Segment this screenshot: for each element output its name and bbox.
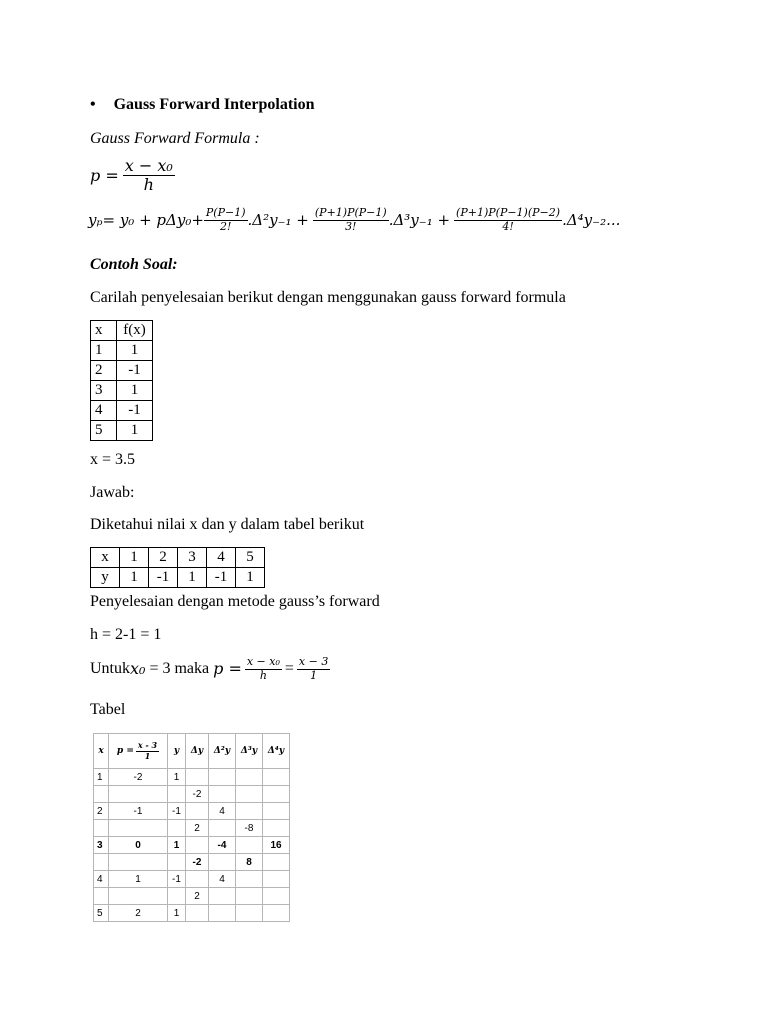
untuk-eq3: = 3 maka bbox=[145, 660, 214, 678]
difference-table bbox=[93, 733, 290, 922]
table-row bbox=[91, 361, 153, 381]
table-cell: -1 bbox=[117, 361, 153, 381]
t2-num: P(P−1) bbox=[205, 206, 246, 219]
untuk-p: p = bbox=[213, 659, 242, 679]
table-cell: 0 bbox=[109, 837, 168, 854]
table-cell bbox=[186, 769, 209, 786]
table-cell bbox=[186, 837, 209, 854]
p-fraction bbox=[123, 157, 175, 195]
table-cell: 4 bbox=[91, 401, 117, 421]
term4-frac bbox=[454, 207, 562, 233]
table-cell bbox=[209, 786, 236, 803]
table-row bbox=[91, 568, 265, 588]
table-cell bbox=[94, 888, 109, 905]
dt-p-frac bbox=[136, 741, 159, 760]
table-cell: 1 bbox=[117, 381, 153, 401]
untuk-frac1 bbox=[245, 656, 282, 682]
answer-label: Jawab: bbox=[90, 484, 135, 501]
p-lhs: p = bbox=[90, 165, 119, 185]
table-cell bbox=[236, 888, 263, 905]
table-row bbox=[91, 548, 265, 568]
table-row bbox=[94, 803, 290, 820]
p-den: h bbox=[143, 175, 154, 195]
table-cell: -2 bbox=[186, 786, 209, 803]
table-cell bbox=[263, 871, 290, 888]
section-heading bbox=[90, 95, 315, 115]
table-cell: 1 bbox=[168, 905, 186, 922]
table-cell bbox=[209, 888, 236, 905]
table-row bbox=[94, 854, 290, 871]
table-cell bbox=[236, 803, 263, 820]
dt-p-num: x - 3 bbox=[137, 740, 158, 751]
table-cell: 2 bbox=[186, 820, 209, 837]
bullet: • bbox=[90, 96, 96, 113]
table-cell: 1 bbox=[94, 769, 109, 786]
table-cell: 2 bbox=[109, 905, 168, 922]
table-cell: -2 bbox=[109, 769, 168, 786]
h-text: h = 2-1 = 1 bbox=[90, 626, 162, 643]
table-cell: 5 bbox=[94, 905, 109, 922]
table-cell: 2 bbox=[91, 361, 117, 381]
table-cell bbox=[109, 888, 168, 905]
table-cell: 3 bbox=[94, 837, 109, 854]
table-cell: 3 bbox=[178, 548, 207, 568]
table-cell bbox=[263, 905, 290, 922]
untuk-f2-num: x − 3 bbox=[298, 655, 329, 668]
dt-p-lhs: p = bbox=[116, 746, 134, 756]
table-cell: 5 bbox=[236, 548, 265, 568]
known-text: Diketahui nilai x dan y dalam tabel berikut bbox=[90, 516, 365, 533]
table-cell bbox=[263, 803, 290, 820]
untuk-f1-den: h bbox=[259, 668, 267, 682]
table-cell bbox=[168, 888, 186, 905]
dt-header-d3: Δ³y bbox=[236, 734, 263, 769]
t4-tail: .Δ⁴y₋₂... bbox=[562, 211, 621, 230]
t3-den: 3! bbox=[345, 219, 357, 233]
dt-header-d1: Δy bbox=[186, 734, 209, 769]
table-cell: -8 bbox=[236, 820, 263, 837]
x-value: x = 3.5 bbox=[90, 451, 136, 468]
dt-header-d2: Δ²y bbox=[209, 734, 236, 769]
table-cell: -1 bbox=[109, 803, 168, 820]
untuk-f1-num: x − x₀ bbox=[246, 655, 280, 668]
table-row bbox=[94, 786, 290, 803]
table-cell bbox=[209, 854, 236, 871]
table-cell: 4 bbox=[94, 871, 109, 888]
untuk-line bbox=[90, 656, 330, 682]
table-row bbox=[94, 820, 290, 837]
table-cell: 1 bbox=[236, 568, 265, 588]
table-cell: -1 bbox=[117, 401, 153, 421]
table-row bbox=[91, 341, 153, 361]
dt-header-p bbox=[109, 734, 168, 769]
heading-title: Gauss Forward Interpolation bbox=[113, 96, 315, 113]
method-text: Penyelesaian dengan metode gauss’s forward bbox=[90, 593, 380, 610]
formula-p bbox=[90, 157, 175, 195]
table-cell bbox=[94, 820, 109, 837]
table-cell bbox=[168, 786, 186, 803]
formula-y bbox=[88, 207, 620, 233]
table-header-cell: x bbox=[91, 321, 117, 341]
dt-header-y: y bbox=[168, 734, 186, 769]
table-cell: 16 bbox=[263, 837, 290, 854]
untuk-prefix: Untuk bbox=[90, 660, 130, 678]
table-cell: 2 bbox=[149, 548, 178, 568]
table-cell bbox=[186, 871, 209, 888]
table-cell: 4 bbox=[207, 548, 236, 568]
untuk-frac2 bbox=[297, 656, 330, 682]
table-cell: -1 bbox=[149, 568, 178, 588]
p-num: x − x₀ bbox=[124, 156, 173, 175]
table-cell: -2 bbox=[186, 854, 209, 871]
table-cell bbox=[94, 854, 109, 871]
table-cell bbox=[236, 786, 263, 803]
table-row bbox=[91, 421, 153, 441]
table-cell bbox=[209, 905, 236, 922]
table-cell bbox=[263, 786, 290, 803]
table-header-row bbox=[91, 321, 153, 341]
tabel-label: Tabel bbox=[90, 701, 126, 718]
table-cell: y bbox=[91, 568, 120, 588]
table-cell bbox=[168, 854, 186, 871]
table-cell: 1 bbox=[168, 837, 186, 854]
dt-p-den: 1 bbox=[144, 750, 151, 761]
table-cell: 1 bbox=[178, 568, 207, 588]
dt-header-d4: Δ⁴y bbox=[263, 734, 290, 769]
table-cell bbox=[263, 769, 290, 786]
table-cell: 8 bbox=[236, 854, 263, 871]
fx-table bbox=[90, 320, 153, 441]
table-row bbox=[94, 769, 290, 786]
table-cell: 1 bbox=[91, 341, 117, 361]
table-cell: -1 bbox=[168, 871, 186, 888]
table-cell bbox=[209, 769, 236, 786]
table-cell: 1 bbox=[120, 568, 149, 588]
t2-tail: .Δ²y₋₁ + bbox=[247, 211, 309, 230]
t4-den: 4! bbox=[502, 219, 514, 233]
table-cell: 4 bbox=[209, 803, 236, 820]
table-cell: -1 bbox=[168, 803, 186, 820]
table-header-cell: f(x) bbox=[117, 321, 153, 341]
table-cell: 1 bbox=[168, 769, 186, 786]
untuk-eq: = bbox=[284, 660, 294, 678]
table-cell: 2 bbox=[94, 803, 109, 820]
table-row bbox=[94, 888, 290, 905]
table-cell: 1 bbox=[120, 548, 149, 568]
problem-text: Carilah penyelesaian berikut dengan menggunakan gauss forward formula bbox=[90, 289, 566, 306]
y-eq: = y₀ + pΔy₀+ bbox=[102, 211, 204, 230]
table-row bbox=[94, 905, 290, 922]
table-cell: -1 bbox=[207, 568, 236, 588]
table-cell bbox=[109, 786, 168, 803]
table-row bbox=[94, 837, 290, 854]
table-cell: 2 bbox=[186, 888, 209, 905]
table-cell bbox=[168, 820, 186, 837]
term3-frac bbox=[313, 207, 389, 233]
table-cell: 3 bbox=[91, 381, 117, 401]
untuk-x0: x₀ bbox=[130, 659, 146, 679]
table-cell bbox=[236, 769, 263, 786]
table-cell bbox=[236, 871, 263, 888]
table-cell: -4 bbox=[209, 837, 236, 854]
table-cell: 4 bbox=[209, 871, 236, 888]
table-cell bbox=[94, 786, 109, 803]
table-cell bbox=[263, 854, 290, 871]
table-cell bbox=[109, 854, 168, 871]
xy-table bbox=[90, 547, 265, 588]
table-cell bbox=[186, 803, 209, 820]
table-cell bbox=[109, 820, 168, 837]
table-cell bbox=[236, 905, 263, 922]
formula-label: Gauss Forward Formula : bbox=[90, 130, 260, 147]
example-label: Contoh Soal: bbox=[90, 256, 178, 273]
table-cell bbox=[236, 837, 263, 854]
untuk-f2-den: 1 bbox=[310, 668, 318, 682]
term2-frac bbox=[204, 207, 248, 233]
table-cell bbox=[263, 888, 290, 905]
table-cell: x bbox=[91, 548, 120, 568]
t2-den: 2! bbox=[220, 219, 232, 233]
table-row bbox=[91, 381, 153, 401]
table-cell bbox=[209, 820, 236, 837]
table-row bbox=[94, 871, 290, 888]
t3-num: (P+1)P(P−1) bbox=[314, 206, 387, 219]
table-row bbox=[91, 401, 153, 421]
table-cell: 1 bbox=[109, 871, 168, 888]
t3-tail: .Δ³y₋₁ + bbox=[388, 211, 451, 230]
table-cell: 1 bbox=[117, 341, 153, 361]
table-cell: 1 bbox=[117, 421, 153, 441]
table-cell bbox=[186, 905, 209, 922]
table-cell: 5 bbox=[91, 421, 117, 441]
t4-num: (P+1)P(P−1)(P−2) bbox=[456, 206, 561, 219]
dt-header-x: x bbox=[94, 734, 109, 769]
table-cell bbox=[263, 820, 290, 837]
yp: yₚ bbox=[88, 211, 103, 230]
